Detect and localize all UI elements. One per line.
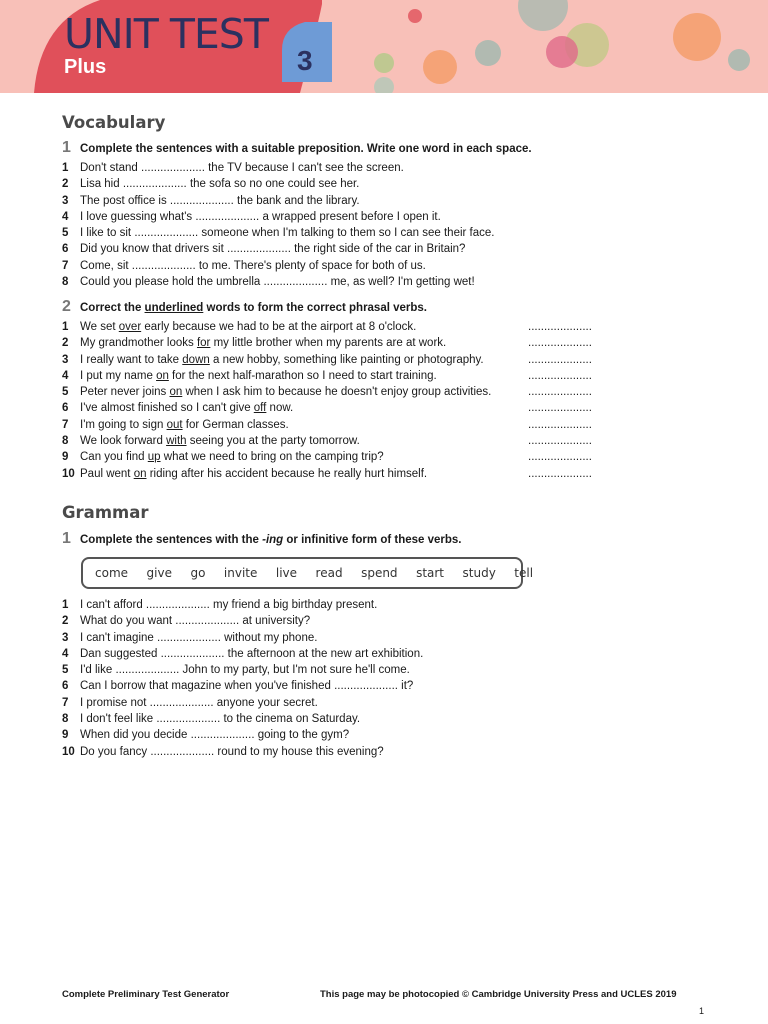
item-text-before: I don't feel like bbox=[80, 713, 157, 726]
answer-blank[interactable]: .................... bbox=[528, 369, 592, 382]
item-number: 10 bbox=[62, 467, 75, 480]
item-text-before: The post office is bbox=[80, 194, 170, 207]
answer-blank[interactable]: .................... bbox=[195, 210, 260, 223]
item-text-before: Could you please hold the umbrella bbox=[80, 276, 264, 289]
item-text-before: Dan suggested bbox=[80, 647, 161, 660]
item-number: 1 bbox=[62, 162, 69, 174]
item-number: 2 bbox=[62, 615, 69, 628]
list-item bbox=[62, 433, 622, 449]
answer-blank[interactable]: .................... bbox=[190, 729, 255, 742]
instruction-text-a: Correct the bbox=[80, 302, 145, 314]
answer-blank[interactable]: .................... bbox=[157, 631, 221, 644]
item-text-after: someone when I'm talking to them so I can see their face. bbox=[198, 227, 495, 240]
page-title: UNIT TEST bbox=[64, 10, 268, 58]
vocab-ex1-instruction bbox=[62, 139, 532, 157]
list-item bbox=[62, 400, 622, 416]
exercise-number: 1 bbox=[62, 139, 71, 156]
instruction-underlined: underlined bbox=[144, 302, 204, 314]
instruction-text-b: words to form the correct phrasal verbs. bbox=[203, 302, 427, 314]
item-text-after: me, as well? I'm getting wet! bbox=[327, 276, 475, 289]
item-text-before: We set bbox=[80, 321, 119, 333]
item-number: 7 bbox=[62, 259, 69, 272]
answer-blank[interactable]: .................... bbox=[227, 243, 291, 256]
answer-blank[interactable]: .................... bbox=[528, 386, 592, 399]
answer-blank[interactable]: .................... bbox=[149, 696, 214, 709]
item-text-after: what we need to bring on the camping trip? bbox=[160, 451, 384, 464]
footer-copyright: This page may be photocopied © Cambridge University Press and UCLES 2019 bbox=[320, 989, 677, 1000]
list-item bbox=[62, 449, 622, 465]
item-number: 4 bbox=[62, 647, 69, 660]
answer-blank[interactable]: .................... bbox=[141, 162, 205, 174]
item-text-before: Don't stand bbox=[80, 162, 142, 174]
item-text-before: Can I borrow that magazine when you've finished bbox=[80, 680, 335, 693]
item-text-before: I'd like bbox=[80, 664, 116, 677]
list-item bbox=[62, 209, 622, 225]
answer-blank[interactable]: .................... bbox=[134, 227, 199, 240]
item-text-before: I love guessing what's bbox=[80, 210, 196, 223]
item-text-after: a new hobby, something like painting or photography. bbox=[209, 353, 484, 366]
word-box-item: go bbox=[190, 566, 206, 580]
word-box-item: spend bbox=[361, 566, 398, 580]
item-text-after: the sofa so no one could see her. bbox=[186, 178, 360, 191]
item-number: 4 bbox=[62, 369, 69, 382]
answer-blank[interactable]: .................... bbox=[169, 194, 234, 207]
word-box-item: come bbox=[95, 566, 129, 580]
item-text-after: anyone your secret. bbox=[213, 696, 318, 709]
item-text-before: My grandmother looks bbox=[80, 337, 197, 350]
list-item bbox=[62, 384, 622, 400]
answer-blank[interactable]: .................... bbox=[528, 353, 592, 366]
item-number: 1 bbox=[62, 321, 69, 333]
item-text-after: the afternoon at the new art exhibition. bbox=[224, 647, 424, 660]
underlined-word: out bbox=[166, 418, 183, 431]
item-text-before: We look forward bbox=[80, 435, 167, 448]
item-number: 2 bbox=[62, 178, 69, 191]
page-number: 1 bbox=[699, 1006, 705, 1016]
list-item bbox=[62, 727, 622, 743]
item-text-before: I promise not bbox=[80, 696, 150, 709]
item-text-after: the right side of the car in Britain? bbox=[290, 243, 466, 256]
item-text-before: I can't imagine bbox=[80, 631, 157, 644]
answer-blank[interactable]: .................... bbox=[528, 321, 592, 333]
list-item bbox=[62, 241, 622, 257]
answer-blank[interactable]: .................... bbox=[150, 745, 215, 758]
answer-blank[interactable]: .................... bbox=[175, 615, 240, 628]
item-text-after: to me. There's plenty of space for both of us. bbox=[195, 259, 426, 272]
item-number: 3 bbox=[62, 631, 69, 644]
item-text-after: for German classes. bbox=[182, 418, 289, 431]
item-text-after: to the cinema on Saturday. bbox=[220, 713, 361, 726]
grammar-heading: Grammar bbox=[62, 503, 149, 522]
word-box-item: give bbox=[146, 566, 172, 580]
item-text-after: riding after his accident because he really hurt himself. bbox=[146, 467, 428, 480]
answer-blank[interactable]: .................... bbox=[528, 467, 592, 480]
answer-blank[interactable]: .................... bbox=[528, 451, 592, 464]
list-item bbox=[62, 466, 622, 482]
item-text-after: my friend a big birthday present. bbox=[209, 599, 378, 611]
item-text-after: my little brother when my parents are at work. bbox=[210, 337, 447, 350]
answer-blank[interactable]: .................... bbox=[156, 713, 221, 726]
item-text-before: I put my name bbox=[80, 369, 157, 382]
answer-blank[interactable]: .................... bbox=[160, 647, 225, 660]
list-item bbox=[62, 662, 622, 678]
item-number: 7 bbox=[62, 696, 69, 709]
list-item bbox=[62, 711, 622, 727]
item-number: 9 bbox=[62, 451, 69, 464]
underlined-word: over bbox=[118, 321, 142, 333]
item-text-after: going to the gym? bbox=[254, 729, 350, 742]
answer-blank[interactable]: .................... bbox=[334, 680, 398, 693]
answer-blank[interactable]: .................... bbox=[528, 418, 592, 431]
list-item bbox=[62, 176, 622, 192]
item-text-after: when I ask him to because he doesn't enjoy group activities. bbox=[182, 386, 492, 399]
item-number: 2 bbox=[62, 337, 69, 350]
item-text-after: now. bbox=[266, 402, 294, 415]
underlined-word: on bbox=[156, 369, 169, 382]
answer-blank[interactable]: .................... bbox=[528, 337, 592, 350]
vocabulary-heading: Vocabulary bbox=[62, 113, 166, 132]
list-item bbox=[62, 417, 622, 433]
answer-blank[interactable]: .................... bbox=[145, 599, 210, 611]
underlined-word: down bbox=[182, 353, 210, 366]
list-item bbox=[62, 225, 622, 241]
answer-blank[interactable]: .................... bbox=[115, 664, 180, 677]
underlined-word: for bbox=[196, 337, 211, 350]
item-number: 5 bbox=[62, 386, 69, 399]
item-number: 5 bbox=[62, 664, 69, 677]
instruction-text-a: Complete the sentences with the bbox=[80, 534, 263, 546]
vocab-ex2-list bbox=[62, 319, 622, 482]
word-box-item: study bbox=[462, 566, 496, 580]
item-text-before: Lisa hid bbox=[80, 178, 123, 191]
underlined-word: up bbox=[147, 451, 161, 464]
item-text-before: I can't afford bbox=[80, 599, 146, 611]
item-number: 3 bbox=[62, 194, 69, 207]
item-number: 4 bbox=[62, 210, 69, 223]
item-number: 8 bbox=[62, 435, 69, 448]
item-text-before: Did you know that drivers sit bbox=[80, 243, 228, 256]
exercise-number: 2 bbox=[62, 298, 71, 315]
item-text-before: I like to sit bbox=[80, 227, 135, 240]
underlined-word: on bbox=[169, 386, 183, 399]
item-number: 5 bbox=[62, 227, 69, 240]
item-text-before: I really want to take bbox=[80, 353, 183, 366]
item-text-before: What do you want bbox=[80, 615, 176, 628]
answer-blank[interactable]: .................... bbox=[263, 276, 328, 289]
item-text-before: Come, sit bbox=[80, 259, 132, 272]
item-text-after: John to my party, but I'm not sure he'll come. bbox=[179, 664, 410, 677]
vocab-ex1-list bbox=[62, 160, 622, 290]
grammar-ex1-list bbox=[62, 597, 622, 760]
list-item bbox=[62, 646, 622, 662]
vocab-ex2-instruction bbox=[62, 298, 427, 316]
item-number: 8 bbox=[62, 276, 69, 289]
underlined-word: with bbox=[166, 435, 187, 448]
answer-blank[interactable]: .................... bbox=[131, 259, 196, 272]
instruction-text-b: or infinitive form of these verbs. bbox=[283, 534, 462, 546]
item-text-after: early because we had to be at the airport at 8 o'clock. bbox=[141, 321, 417, 333]
list-item bbox=[62, 695, 622, 711]
item-text-before: Can you find bbox=[80, 451, 148, 464]
grammar-ex1-instruction bbox=[62, 530, 462, 548]
item-number: 6 bbox=[62, 402, 69, 415]
item-text-before: I'm going to sign bbox=[80, 418, 167, 431]
underlined-word: off bbox=[253, 402, 267, 415]
list-item bbox=[62, 368, 622, 384]
item-number: 7 bbox=[62, 418, 69, 431]
item-number: 3 bbox=[62, 353, 69, 366]
word-box-item: live bbox=[275, 566, 298, 580]
word-box-item: tell bbox=[514, 566, 534, 580]
item-text-before: Paul went bbox=[80, 467, 134, 480]
list-item bbox=[62, 744, 622, 760]
item-text-before: Peter never joins bbox=[80, 386, 170, 399]
instruction-italic: -ing bbox=[262, 534, 284, 546]
answer-blank[interactable]: .................... bbox=[122, 178, 187, 191]
list-item bbox=[62, 352, 622, 368]
item-text-before: I've almost finished so I can't give bbox=[80, 402, 254, 415]
item-text-after: the bank and the library. bbox=[233, 194, 360, 207]
item-number: 1 bbox=[62, 599, 69, 611]
item-number: 6 bbox=[62, 243, 69, 256]
instruction-text: Complete the sentences with a suitable preposition. Write one word in each space. bbox=[80, 143, 532, 155]
item-text-after: the TV because I can't see the screen. bbox=[204, 162, 404, 174]
word-box-item: invite bbox=[223, 566, 258, 580]
underlined-word: on bbox=[133, 467, 147, 480]
item-text-after: without my phone. bbox=[220, 631, 318, 644]
item-text-after: round to my house this evening? bbox=[214, 745, 384, 758]
item-text-after: a wrapped present before I open it. bbox=[259, 210, 441, 223]
answer-blank[interactable]: .................... bbox=[528, 402, 592, 415]
exercise-number: 1 bbox=[62, 530, 71, 547]
item-number: 10 bbox=[62, 745, 75, 758]
answer-blank[interactable]: .................... bbox=[528, 435, 592, 448]
item-text-before: Do you fancy bbox=[80, 745, 151, 758]
item-text-after: it? bbox=[397, 680, 414, 693]
list-item bbox=[62, 335, 622, 351]
item-number: 9 bbox=[62, 729, 69, 742]
list-item bbox=[62, 597, 622, 613]
page-subtitle: Plus bbox=[64, 56, 107, 78]
unit-number-badge: 3 bbox=[297, 45, 313, 76]
header-banner bbox=[0, 0, 768, 93]
word-box-item: read bbox=[315, 566, 343, 580]
list-item bbox=[62, 613, 622, 629]
word-box-item: start bbox=[416, 566, 445, 580]
footer-left: Complete Preliminary Test Generator bbox=[62, 989, 230, 1000]
list-item bbox=[62, 678, 622, 694]
item-text-after: for the next half-marathon so I need to start training. bbox=[168, 369, 437, 382]
list-item bbox=[62, 319, 622, 335]
item-number: 8 bbox=[62, 713, 69, 726]
item-text-before: When did you decide bbox=[80, 729, 191, 742]
item-text-after: seeing you at the party tomorrow. bbox=[186, 435, 360, 448]
word-box bbox=[81, 557, 534, 589]
list-item bbox=[62, 630, 622, 646]
list-item bbox=[62, 258, 622, 274]
list-item bbox=[62, 193, 622, 209]
item-number: 6 bbox=[62, 680, 69, 693]
list-item bbox=[62, 274, 622, 290]
list-item bbox=[62, 160, 622, 176]
item-text-after: at university? bbox=[239, 615, 311, 628]
